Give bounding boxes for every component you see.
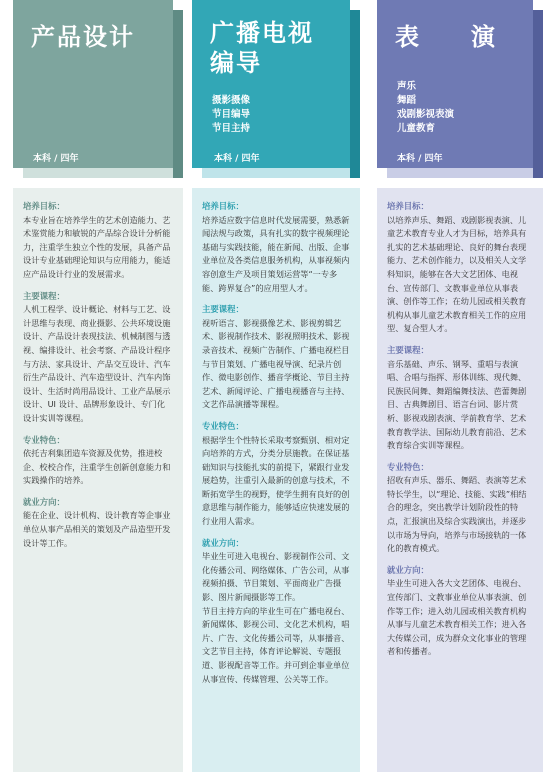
section-heading: 培养目标： [202,201,244,211]
section-heading: 培养目标： [23,201,65,211]
section-text: 人机工程学、设计概论、材料与工艺、设计思维与表现、商业摄影、公共环境设施设计、产品设计表现技法、机械制图与透视、编排设计、社会考察、产品设计程序与方法、家具设计、产品交互设计、汽车衍生产品设计、汽车造型设计、汽车内饰设计、生活时尚用品设计、工业产品展示设计、UI 设计、品牌形象设计、专门化设计实训等课程。 [23,304,171,423]
direction-list: 摄影摄像 节目编导 节目主持 [212,95,251,134]
section-text: 毕业生可进入各大文艺团体、电视台、宣传部门、文教事业单位从事表演、创作等工作；进入幼儿园或相关教育机构从事与儿童艺术教育相关工作；进入各大传媒公司，成为群众文化事业的管理者和传播者。 [387,578,527,657]
description-panel [192,188,360,772]
description-panel [377,188,543,772]
section-text: 培养适应数字信息时代发展需要，熟悉新闻法规与政策，具有扎实的数字视频理论基础与实践技能，能在新闻、出版、企事业单位及各类信息服务机构，从事视频内容创意生产及项目策划运营等“一专多能、跨界复合”的应用型人才。 [202,214,350,293]
section-text: 毕业生可进入电视台、影视制作公司、文化传播公司、网络媒体、广告公司，从事视频拍摄、节目策划、平面商业广告摄影、图片新闻摄影等工作。 节目主持方向的毕业生可在广播电视台、新闻媒体、影视公司、文化艺术机构，唱片、广告、文化传播公司等，从事播音、文艺节目主持，体育评论解说、专题报道、影视配音等工作。并可到企事业单位从事宣传、传媒管理、公关等工作。 [202,551,350,684]
section-heading: 专业特色： [23,434,65,445]
section-heading: 就业方向： [202,537,244,548]
section-heading: 主要课程： [387,344,429,355]
header-card [377,0,543,178]
header-card [192,0,360,178]
section-heading: 就业方向： [23,496,65,507]
section-text: 音乐基础、声乐、钢琴、重唱与表演唱、合唱与指挥、形体训练、现代舞、民族民间舞、舞蹈编舞技法、芭蕾舞剧目、古典舞剧目、语言台词、影片赏析、影视戏剧表演、学前教育学、艺术教育教学法、国际幼儿教育前沿、艺术教育综合实训等课程。 [387,358,527,451]
section-text: 视听语言、影视摄像艺术、影视剪辑艺术、影视制作技术、影视照明技术、影视录音技术、视频广告制作、广播电视栏目与节目策划、广播电视导演、纪录片创作、微电影创作、播音学概论、节目主持艺术、新闻评论、广播电视播音与主持、文艺作品演播等课程。 [202,317,350,410]
section-text: 以培养声乐、舞蹈、戏剧影视表演、儿童艺术教育专业人才为目标，培养具有扎实的艺术基础理论、良好的舞台表现能力、艺术创作能力，以及相关人文学科知识，能够在各大文艺团体、电视台、宣传部门、文教事业单位从事表演、创作等工作；在幼儿园或相关教育机构从事儿童艺术教育相关工作的应用型、复合型人才。 [387,214,527,334]
section-text: 根据学生个性特长采取考察甄别、相对定向培养的方式，分类分层施教。在保证基础知识与技能扎实的前提下，紧跟行业发展趋势，注重引入最新的创意与技术，不断拓宽学生的视野，使学生拥有良好的创意思维与制作能力，能够适应快速发展的行业用人需求。 [202,434,350,527]
column-broadcast-tv [192,0,360,684]
direction-list: 声乐 舞蹈 戏剧影视表演 儿童教育 [397,81,455,134]
section-heading: 就业方向： [387,564,429,575]
column-performance [377,0,543,657]
section-heading: 培养目标： [387,201,429,211]
section-heading: 专业特色： [387,461,429,472]
section-text: 招收有声乐、器乐、舞蹈、表演等艺术特长学生，以“理论、技能、实践”相结合的理念，突出教学计划阶段性的特点，汇报演出及综合实践演出，并逐步以市场为导向，培养与市场接轨的一体化的教育模式。 [387,475,527,554]
section-heading: 主要课程： [202,304,244,315]
degree-label: 本科 / 四年 [397,154,443,164]
major-title: 广播电视 编导 [210,19,314,77]
section-text: 依托吉利集团造车资源及优势，推进校企、校校合作，注重学生创新创意能力和实践操作的培养。 [23,448,171,486]
major-title: 表 演 [395,23,495,51]
major-title: 产品设计 [31,23,135,51]
header-card [13,0,183,178]
section-text: 本专业旨在培养学生的艺术创造能力、艺术鉴赏能力和敏锐的产品综合设计分析能力，注重学生独立个性的发展，具备产品设计专业基础理论知识与应用能力，能适应产品设计行业的发展需求。 [23,214,171,279]
section-heading: 专业特色： [202,420,244,431]
section-heading: 主要课程： [23,290,65,301]
degree-label: 本科 / 四年 [33,154,79,164]
description-panel [13,188,183,772]
degree-label: 本科 / 四年 [214,154,260,164]
section-text: 能在企业、设计机构、设计教育等企事业单位从事产品相关的策划及产品造型开发设计等工作。 [23,510,171,548]
column-product-design [13,0,183,548]
